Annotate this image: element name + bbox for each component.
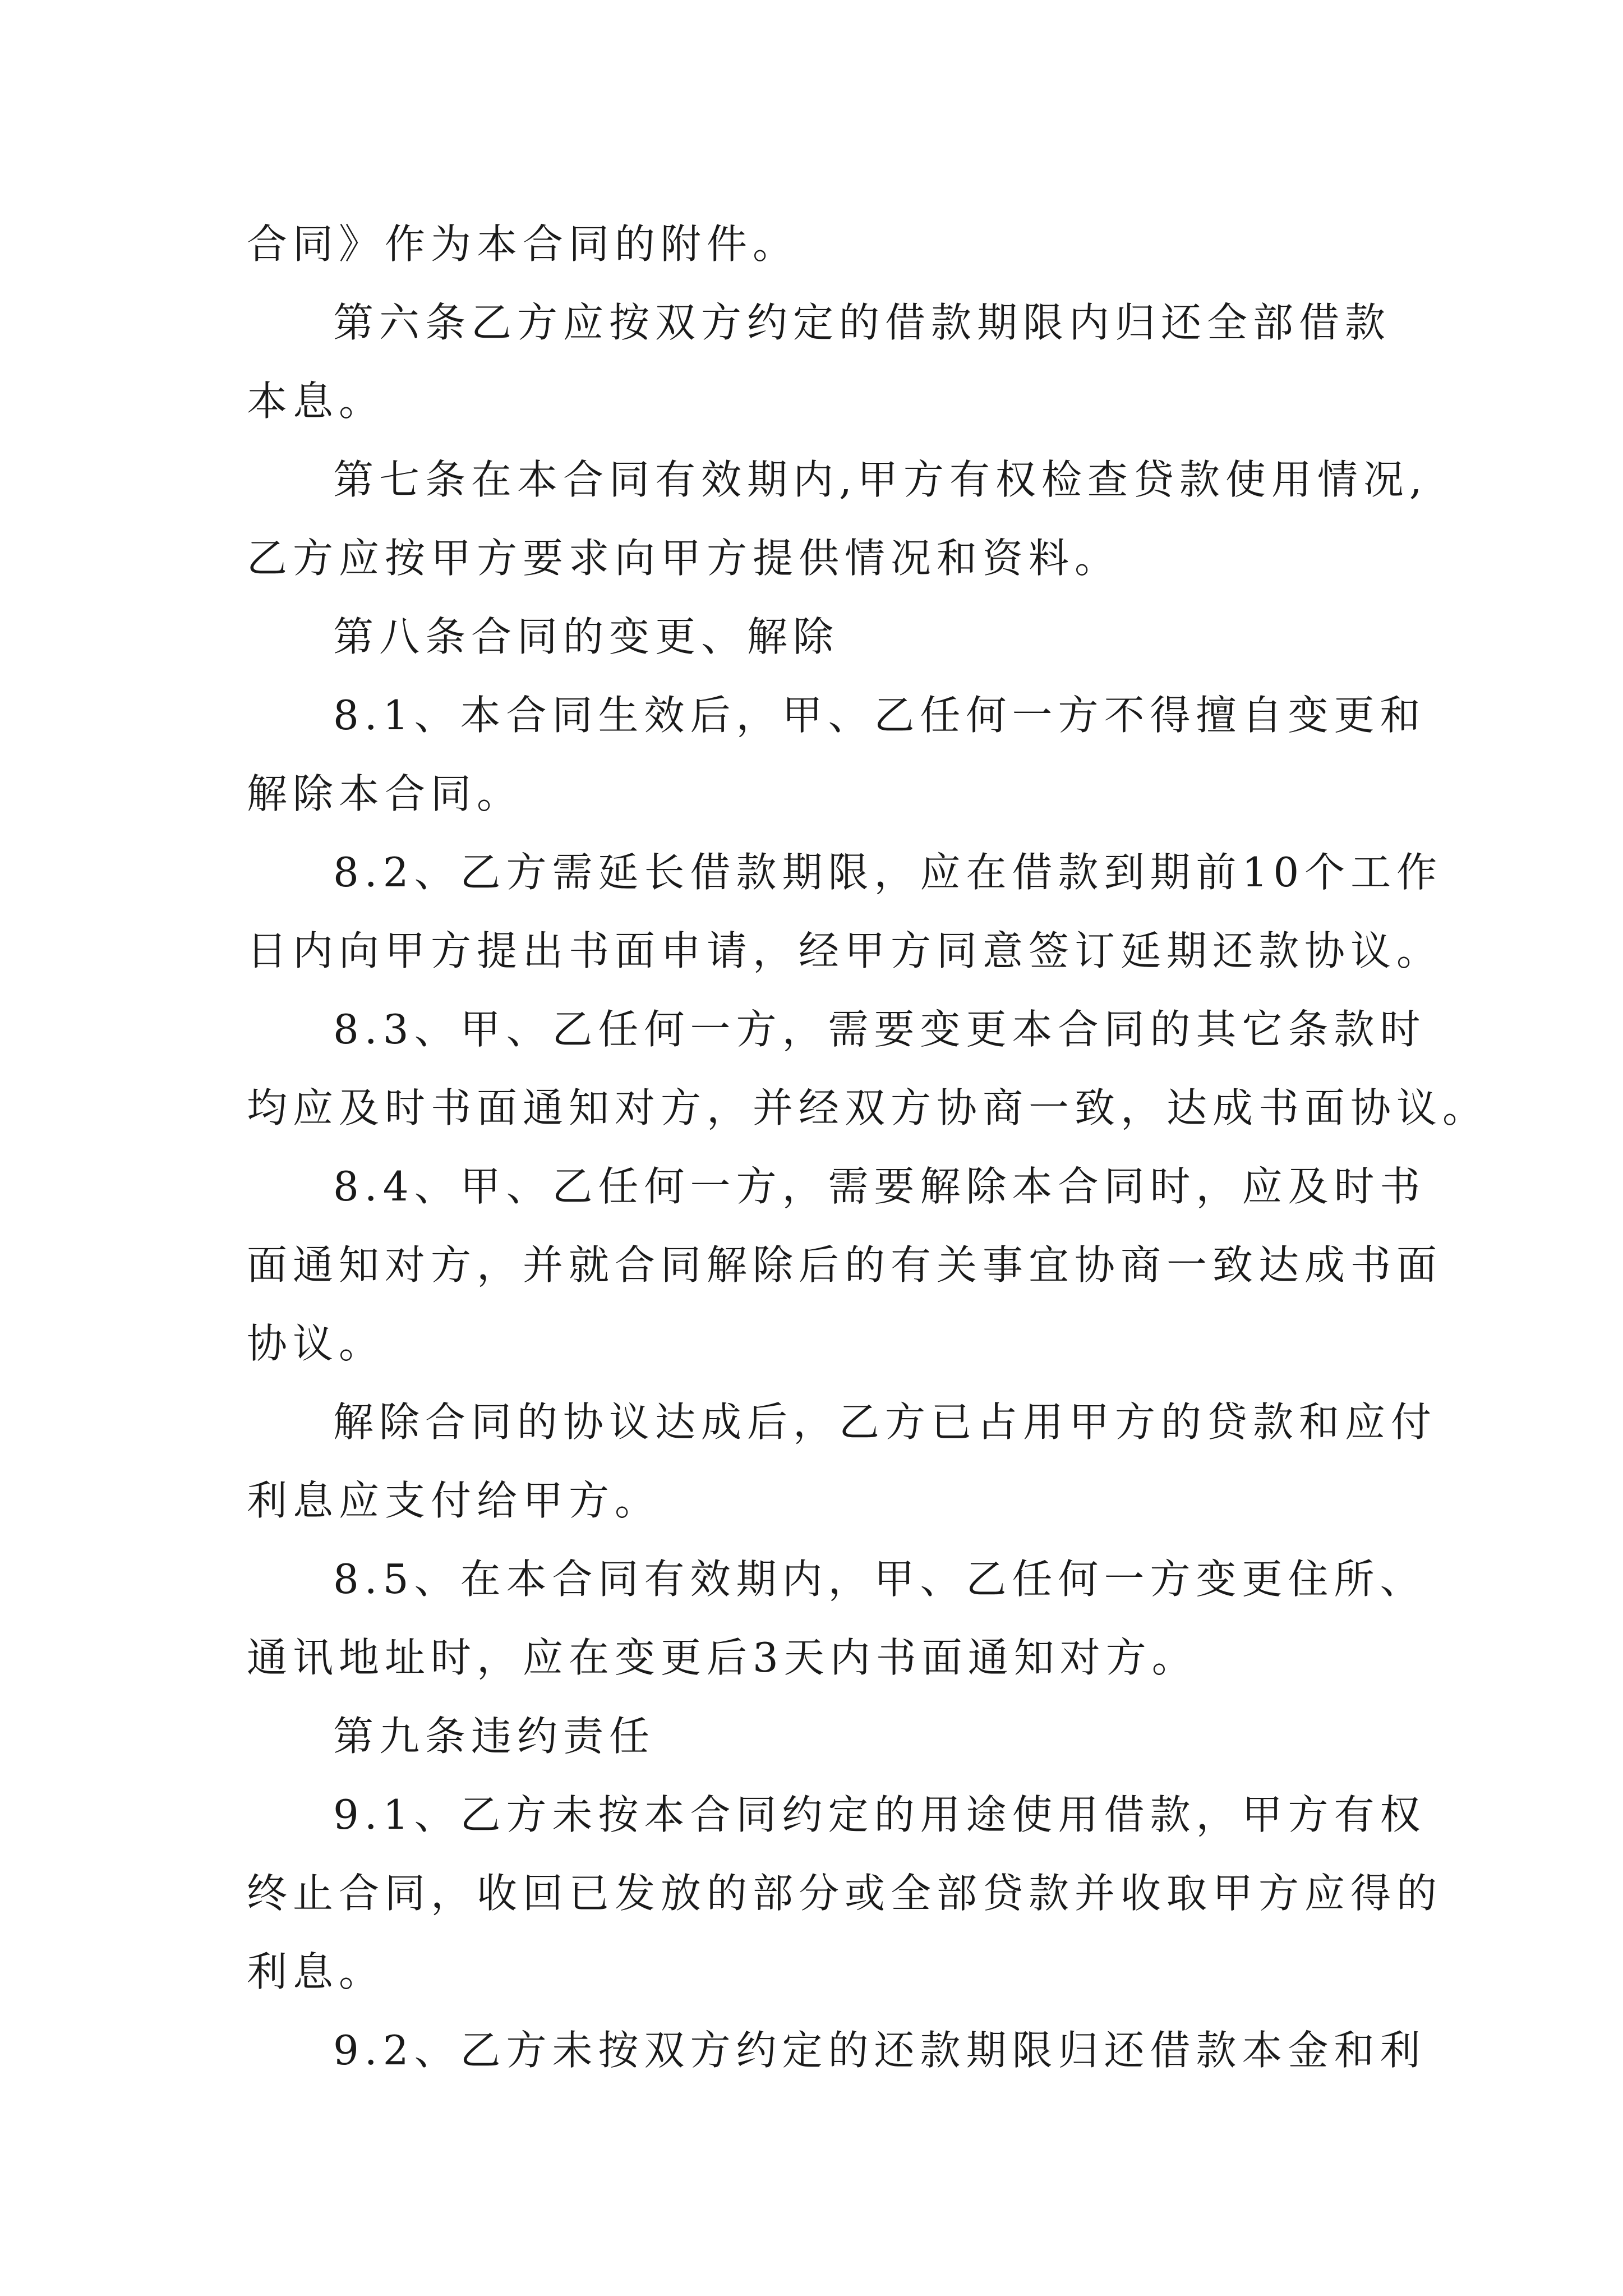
article-8-heading: 第八条合同的变更、解除 (333, 613, 840, 660)
article-6-line-2: 本息。 (247, 378, 385, 425)
clause-8-3-line-2: 均应及时书面通知对方，并经双方协商一致，达成书面协议。 (247, 1084, 1489, 1131)
clause-8-4-line-2: 面通知对方，并就合同解除后的有关事宜协商一致达成书面 (247, 1241, 1443, 1289)
clause-8-1-line-1: 8.1、本合同生效后，甲、乙任何一方不得擅自变更和 (333, 692, 1426, 739)
clause-9-1-line-3: 利息。 (247, 1948, 385, 1995)
article-7-line-1: 第七条在本合同有效期内,甲方有权检查贷款使用情况, (333, 456, 1428, 503)
clause-8-5-line-1: 8.5、在本合同有效期内，甲、乙任何一方变更住所、 (333, 1556, 1426, 1603)
clause-8-3-line-1: 8.3、甲、乙任何一方，需要变更本合同的其它条款时 (333, 1006, 1426, 1053)
clause-8-1-line-2: 解除本合同。 (247, 770, 523, 817)
clause-9-2-line-1: 9.2、乙方未按双方约定的还款期限归还借款本金和利 (333, 2027, 1426, 2074)
termination-line-2: 利息应支付给甲方。 (247, 1477, 661, 1524)
article-6-line-1: 第六条乙方应按双方约定的借款期限内归还全部借款 (333, 299, 1391, 346)
termination-line-1: 解除合同的协议达成后，乙方已占用甲方的贷款和应付 (333, 1398, 1437, 1446)
clause-8-5-line-2: 通讯地址时，应在变更后3天内书面通知对方。 (247, 1634, 1198, 1681)
clause-8-2-line-1: 8.2、乙方需延长借款期限，应在借款到期前10个工作 (333, 849, 1443, 896)
clause-8-4-line-3: 协议。 (247, 1320, 385, 1367)
clause-9-1-line-1: 9.1、乙方未按本合同约定的用途使用借款，甲方有权 (333, 1791, 1426, 1838)
article-7-line-2: 乙方应按甲方要求向甲方提供情况和资料。 (247, 535, 1121, 582)
text-line-1: 合同》作为本合同的附件。 (247, 220, 799, 268)
clause-9-1-line-2: 终止合同，收回已发放的部分或全部贷款并收取甲方应得的 (247, 1870, 1443, 1917)
article-9-heading: 第九条违约责任 (333, 1713, 656, 1760)
clause-8-2-line-2: 日内向甲方提出书面申请，经甲方同意签订延期还款协议。 (247, 927, 1443, 974)
clause-8-4-line-1: 8.4、甲、乙任何一方，需要解除本合同时，应及时书 (333, 1163, 1426, 1210)
